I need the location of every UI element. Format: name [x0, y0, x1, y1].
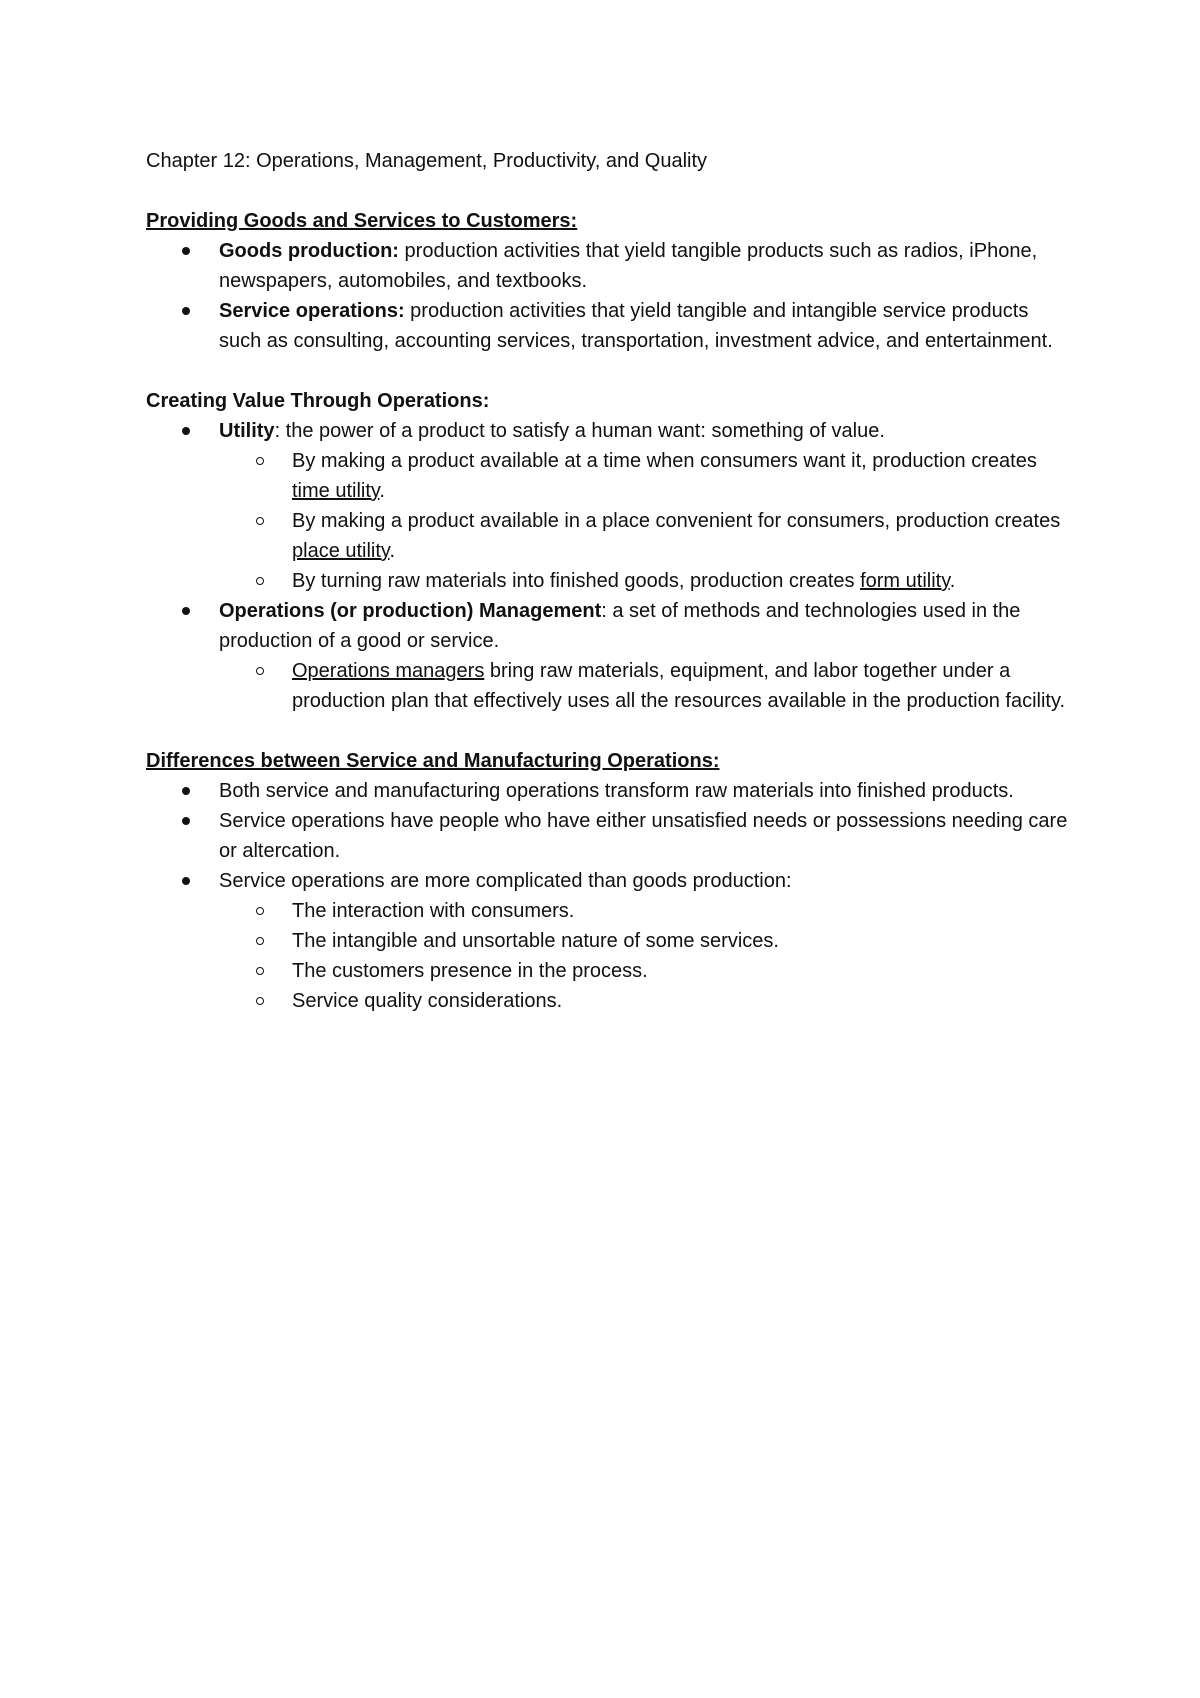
bullet-icon [182, 877, 190, 885]
list-item [146, 296, 1076, 356]
sub-list-item [219, 656, 1076, 716]
sub-list-item [219, 986, 1076, 1016]
definition: : a set of methods and technologies used in the production of a good or service. [219, 600, 1021, 652]
sub-list-item [219, 926, 1076, 956]
circle-bullet-icon [256, 937, 264, 945]
circle-bullet-icon [256, 457, 264, 465]
sub-item-text: . [949, 570, 956, 592]
sub-item-text: By making a product available at a time when consumers want it, production creates [292, 450, 1037, 472]
list-item [146, 866, 1076, 1016]
sub-list [219, 656, 1076, 716]
spacer [146, 176, 1076, 206]
sub-item-text: The intangible and unsortable nature of some services. [292, 930, 779, 952]
sub-list [219, 446, 1076, 596]
list-item-text: Service operations are more complicated than goods production: [219, 870, 792, 892]
bullet-icon [182, 427, 190, 435]
bullet-icon [182, 787, 190, 795]
sub-list-item [219, 956, 1076, 986]
bullet-icon [182, 817, 190, 825]
definition: production activities that yield tangible and intangible service products such as consulting, accounting services, transportation, investment advice, and entertainment. [219, 300, 1053, 352]
sub-list-item [219, 506, 1076, 566]
definition: : the power of a product to satisfy a human want: something of value. [274, 420, 885, 442]
bullet-icon [182, 307, 190, 315]
bullet-list [146, 776, 1076, 1016]
page-title: Chapter 12: Operations, Management, Productivity, and Quality [146, 150, 708, 172]
underlined-term: place utility [292, 540, 390, 562]
list-item-text: Both service and manufacturing operations transform raw materials into finished products. [219, 780, 1014, 802]
bullet-list [146, 416, 1076, 716]
section-heading-creating-value: Creating Value Through Operations: [146, 390, 490, 412]
document-content [146, 146, 1076, 1016]
sub-item-text: Service quality considerations. [292, 990, 563, 1012]
sub-list-item [219, 566, 1076, 596]
term: Utility [219, 420, 275, 442]
section-heading-differences: Differences between Service and Manufacturing Operations: [146, 750, 720, 772]
sub-list-item [219, 446, 1076, 506]
underlined-term: form utility [860, 570, 950, 592]
underlined-term: time utility [292, 480, 380, 502]
term: Service operations: [219, 300, 405, 322]
bullet-icon [182, 607, 190, 615]
circle-bullet-icon [256, 517, 264, 525]
list-item [146, 776, 1076, 806]
circle-bullet-icon [256, 967, 264, 975]
sub-item-text: bring raw materials, equipment, and labor together under a production plan that effectively uses all the resources available in the production facility. [292, 660, 1066, 712]
sub-item-text: The interaction with consumers. [292, 900, 575, 922]
sub-item-text: . [389, 540, 396, 562]
sub-list [219, 896, 1076, 1016]
list-item [146, 806, 1076, 866]
circle-bullet-icon [256, 997, 264, 1005]
sub-item-text: . [379, 480, 385, 502]
bullet-list [146, 236, 1076, 356]
sub-item-text: By making a product available in a place convenient for consumers, production creates [292, 510, 1061, 532]
underlined-term: Operations managers [292, 660, 485, 682]
sub-item-text: By turning raw materials into finished goods, production creates [292, 570, 861, 592]
circle-bullet-icon [256, 577, 264, 585]
list-item [146, 236, 1076, 296]
spacer [146, 356, 1076, 386]
term: Operations (or production) Management [219, 600, 602, 622]
list-item [146, 416, 1076, 596]
spacer [146, 716, 1076, 746]
definition: production activities that yield tangible products such as radios, iPhone, newspapers, automobiles, and textbooks. [219, 240, 1038, 292]
list-item [146, 596, 1076, 716]
section-heading-providing-goods: Providing Goods and Services to Customers: [146, 210, 578, 232]
circle-bullet-icon [256, 667, 264, 675]
bullet-icon [182, 247, 190, 255]
list-item-text: Service operations have people who have either unsatisfied needs or possessions needing care or altercation. [219, 810, 1068, 862]
sub-list-item [219, 896, 1076, 926]
sub-item-text: The customers presence in the process. [292, 960, 648, 982]
circle-bullet-icon [256, 907, 264, 915]
term: Goods production: [219, 240, 399, 262]
